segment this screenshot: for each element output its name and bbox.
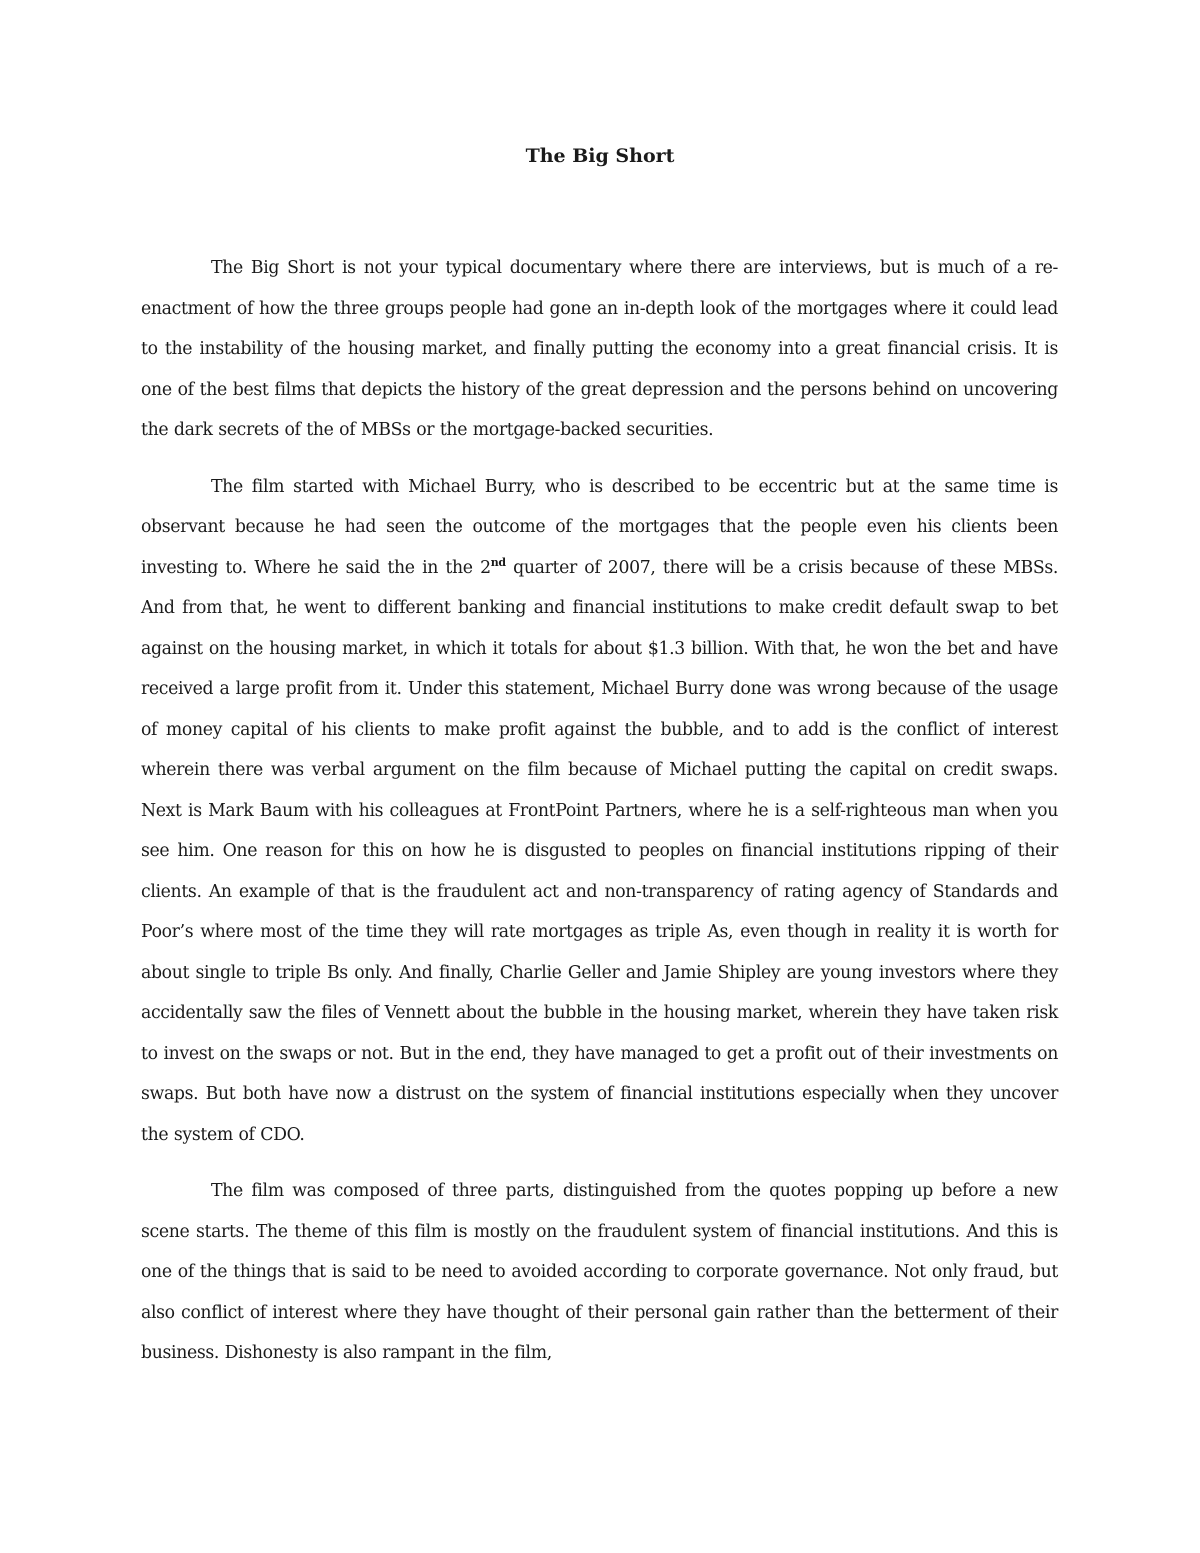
ordinal-suffix: nd xyxy=(490,555,506,569)
document-title: The Big Short xyxy=(525,145,675,167)
paragraph-characters xyxy=(141,467,1058,1156)
document-body xyxy=(141,248,1058,1390)
paragraph-characters-text-start: The film started with Michael Burry, who is described to be eccentric but at the same time is observant because he had seen the outcome of the mortgages that the people even his clients been investing to. Where he said the in the 2 xyxy=(141,476,1058,578)
paragraph-characters-text-end: quarter of 2007, there will be a crisis because of these MBSs. And from that, he went to different banking and financial institutions to make credit default swap to bet against on the housing market, in which it totals for about $1.3 billion. With that, he won the bet and have received a large profit from it. Under this statement, Michael Burry done was wrong because of the usage of money capital of his clients to make profit against the bubble, and to add is the conflict of interest wherein there was verbal argument on the film because of Michael putting the capital on credit swaps. Next is Mark Baum with his colleagues at FrontPoint Partners, where he is a self-righteous man when you see him. One reason for this on how he is disgusted to peoples on financial institutions ripping of their clients. An example of that is the fraudulent act and non-transparency of rating agency of Standards and Poor’s where most of the time they will rate mortgages as triple As, even though in reality it is worth for about single to triple Bs only. And finally, Charlie Geller and Jamie Shipley are young investors where they accidentally saw the files of Vennett about the bubble in the housing market, wherein they have taken risk to invest on the swaps or not. But in the end, they have managed to get a profit out of their investments on swaps. But both have now a distrust on the system of financial institutions especially when they uncover the system of CDO. xyxy=(141,557,1058,1145)
paragraph-intro: The Big Short is not your typical documentary where there are interviews, but is much of a re-enactment of how the three groups people had gone an in-depth look of the mortgages where it could lead to the instability of the housing market, and finally putting the economy into a great financial crisis. It is one of the best films that depicts the history of the great depression and the persons behind on uncovering the dark secrets of the of MBSs or the mortgage-backed securities. xyxy=(141,258,1058,440)
paragraph-structure: The film was composed of three parts, distinguished from the quotes popping up before a new scene starts. The theme of this film is mostly on the fraudulent system of financial institutions. And this is one of the things that is said to be need to avoided according to corporate governance. Not only fraud, but also conflict of interest where they have thought of their personal gain rather than the betterment of their business. Dishonesty is also rampant in the film, xyxy=(141,1181,1058,1363)
